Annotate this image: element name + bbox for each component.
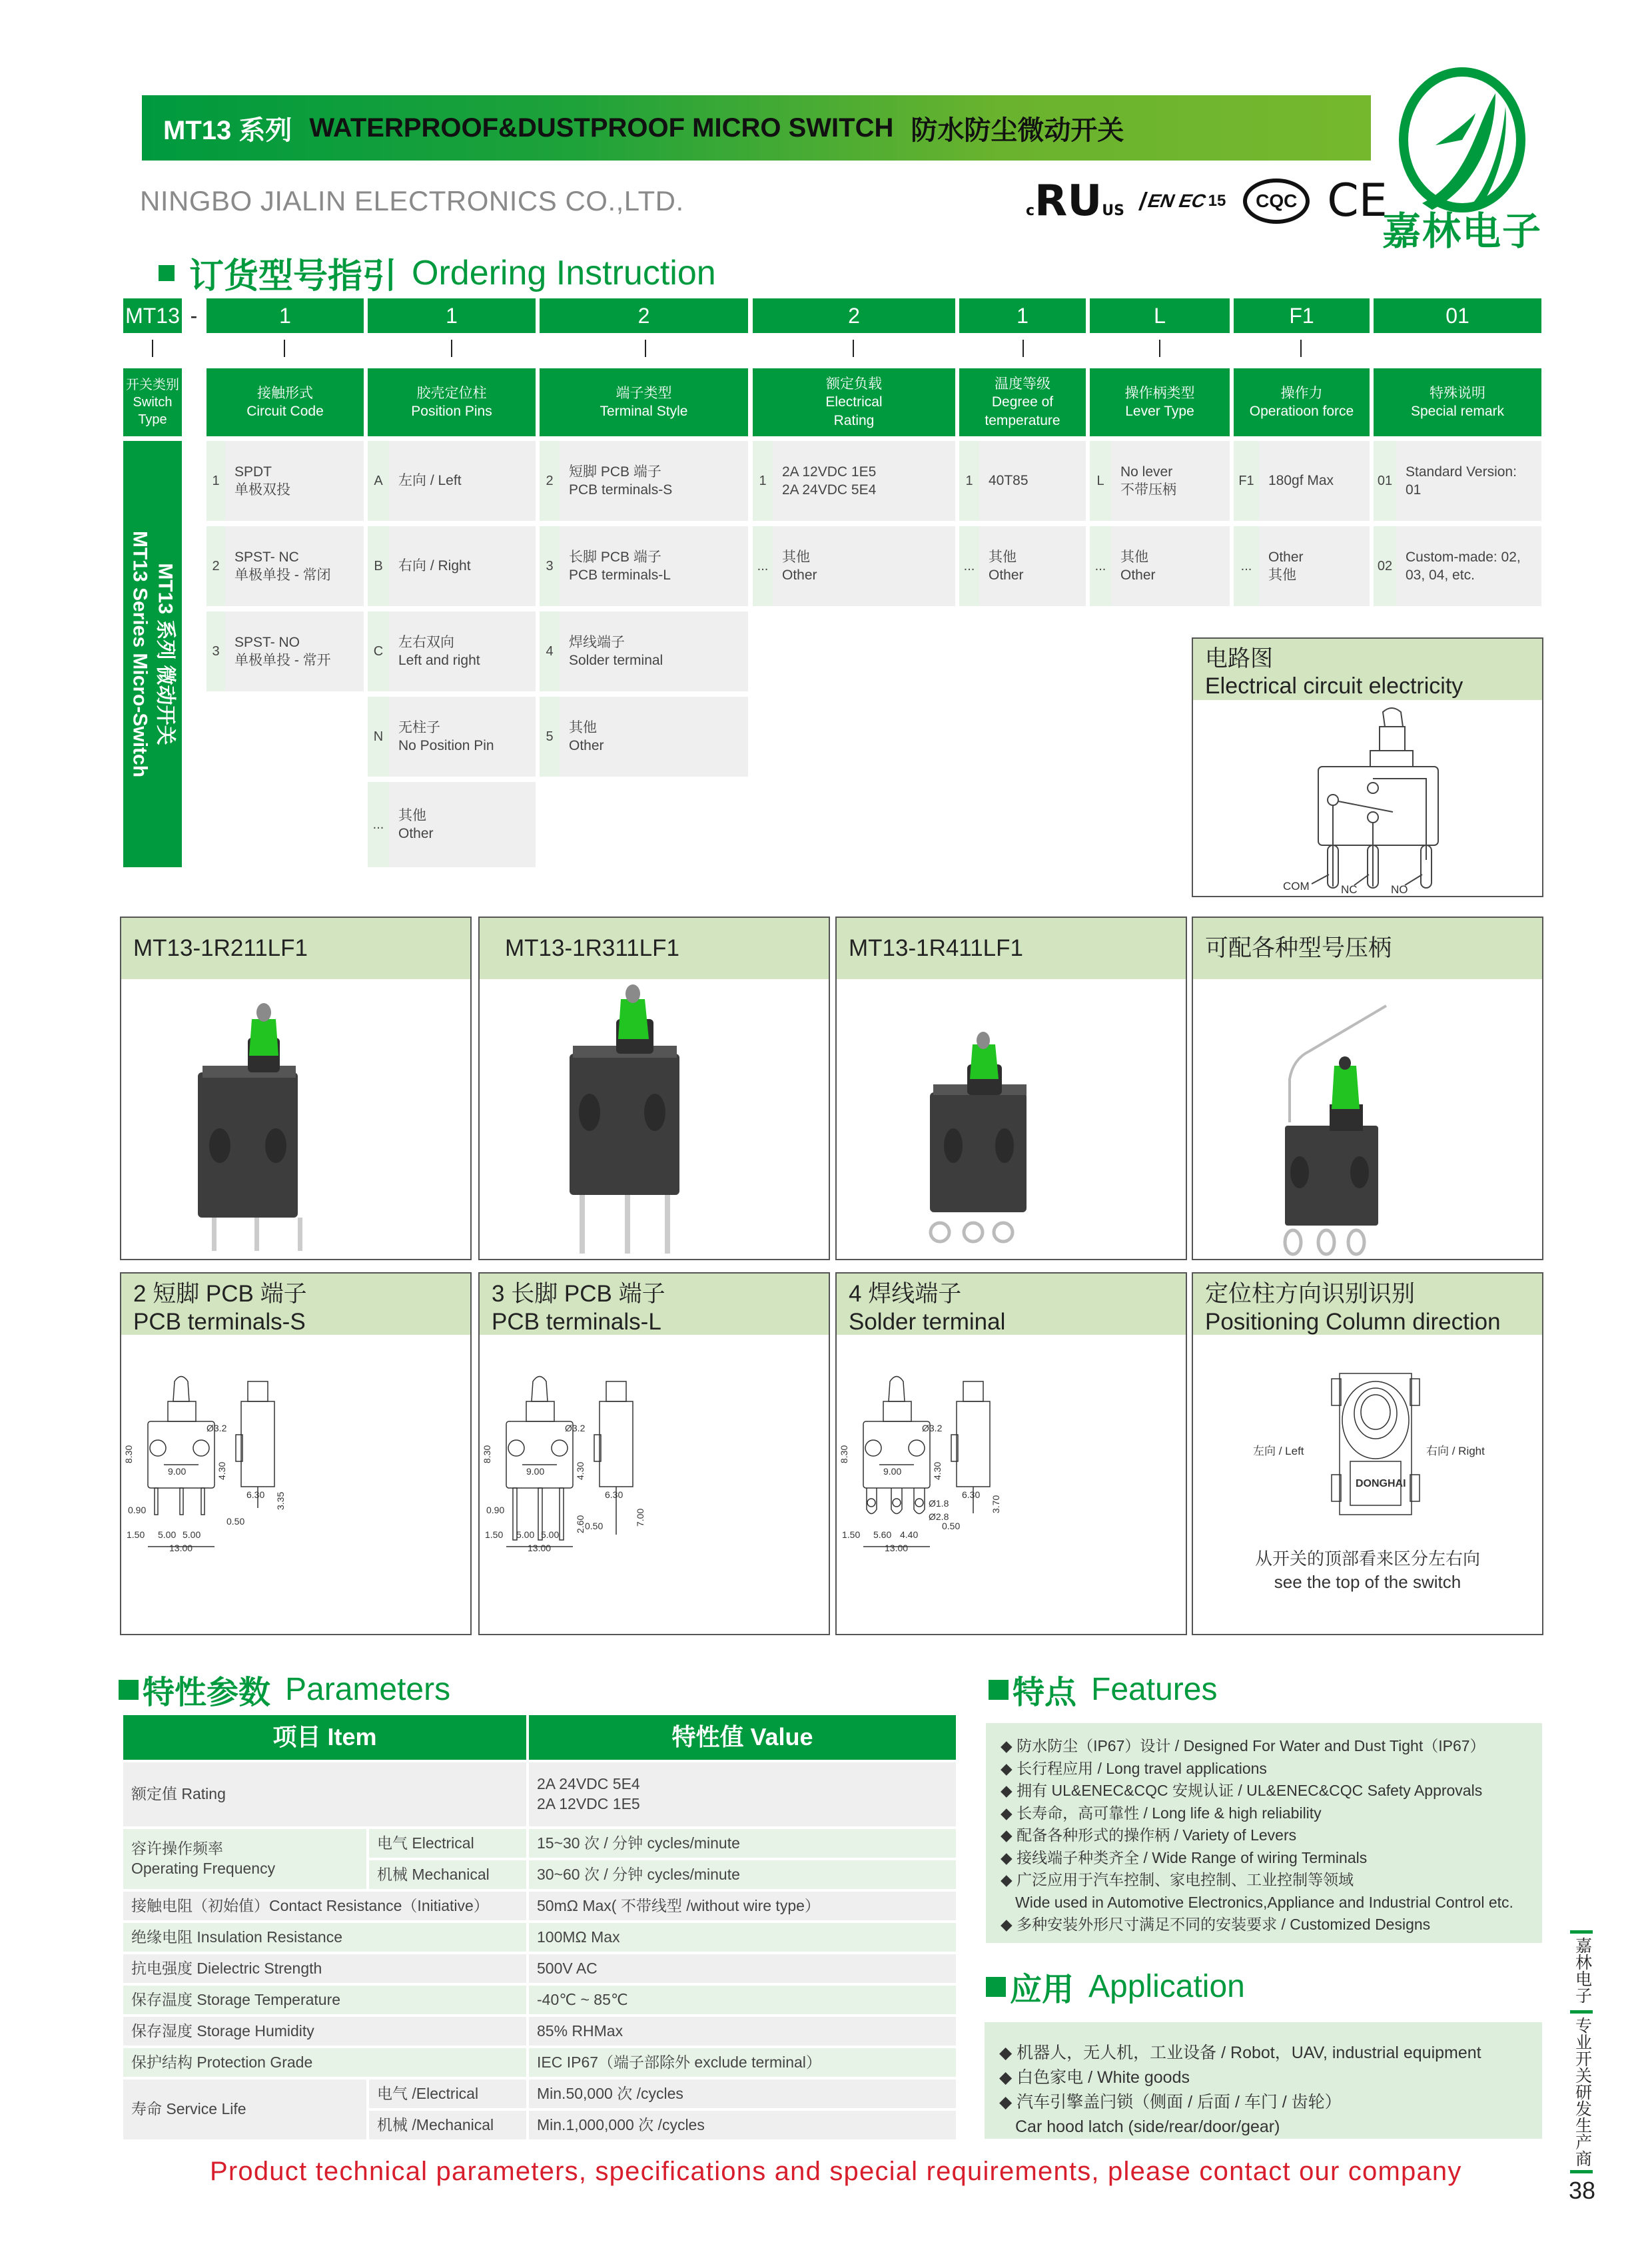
col-header-temperature: 温度等级 Degree of temperature [959,368,1086,436]
connector-line [451,340,452,357]
option-remark-custom: Custom-made: 02, 03, 04, etc. [1396,526,1541,606]
series-label: MT13 系列 [163,115,292,145]
title-banner [142,95,1371,161]
feature-item: ◆ 接线端子种类齐全 / Wide Range of wiring Terminals [1001,1848,1368,1866]
svg-text:9.00: 9.00 [883,1466,902,1477]
option-key: N [368,697,389,777]
connector-line [853,340,854,357]
application-item: ◆ 汽车引擎盖闩锁（侧面 / 后面 / 车门 / 齿轮） [999,2093,1342,2111]
svg-text:4.30: 4.30 [575,1461,586,1480]
title-en: WATERPROOF&DUSTPROOF MICRO SWITCH [309,113,894,143]
param-row-storage-temp: 保存温度 Storage Temperature -40℃ ~ 85℃ [123,1986,956,2014]
code-remark: 01 [1374,298,1541,333]
param-header-value: 特性值 Value [529,1715,956,1760]
drawing-title-cn: 定位柱方向识别识别 [1205,1281,1416,1307]
code-temperature: 1 [959,298,1086,333]
divider [1570,2010,1593,2014]
drawing-panel-solder [835,1272,1187,1635]
circuit-diagram-panel [1192,637,1543,897]
param-row-insulation: 绝缘电阻 Insulation Resistance 100MΩ Max [123,1923,956,1952]
option-key: F1 [1234,441,1259,521]
svg-text:8.30: 8.30 [123,1445,134,1463]
option-key: 1 [959,441,979,521]
svg-text:1.50: 1.50 [485,1529,504,1540]
option-temp-other: 其他 Other [979,526,1086,606]
option-key: 01 [1374,441,1396,521]
col-header-electrical-rating: 额定负载 Electrical Rating [753,368,955,436]
drawing-title-en: Positioning Column direction [1205,1309,1501,1335]
feature-item: ◆ 防水防尘（IP67）设计 / Designed For Water and Dust Tight（IP67） [1001,1737,1485,1754]
circuit-title-cn: 电路图 [1205,646,1273,671]
feature-item: ◆ 广泛应用于汽车控制、家电控制、工业控制等领域 [1001,1871,1354,1888]
col-header-switch-type: 开关类别 Switch Type [123,368,182,436]
svg-text:8.30: 8.30 [482,1445,492,1463]
option-terminal-solder: 焊线端子 Solder terminal [560,611,748,691]
product-label: MT13-1R311LF1 [480,918,829,979]
svg-text:5.00: 5.00 [158,1529,177,1540]
code-dash: - [190,303,198,328]
svg-text:13.00: 13.00 [885,1543,909,1553]
svg-text:3.70: 3.70 [991,1495,1001,1513]
svg-text:2.60: 2.60 [575,1515,586,1533]
drawing-title-en: Solder terminal [849,1309,1006,1335]
svg-text:8.30: 8.30 [839,1445,849,1463]
application-item: ◆ 机器人，无人机，工业设备 / Robot，UAV, industrial equipment [999,2044,1481,2062]
option-key: 02 [1374,526,1396,606]
circuit-title-en: Electrical circuit electricity [1205,673,1463,699]
option-pin-right: 右向 / Right [389,526,536,606]
option-circuit-spdt: SPDT 单极双投 [225,441,364,521]
circuit-schematic-icon [1193,700,1542,896]
company-name: NINGBO JIALIN ELECTRONICS CO.,LTD. [140,185,684,216]
param-row-rating: 额定值 Rating 2A 24VDC 5E4 2A 12VDC 1E5 [123,1762,956,1826]
option-pin-left: 左向 / Left [389,441,536,521]
option-key: 3 [206,611,225,691]
dimension-drawing-icon [837,1335,1186,1635]
switch-photo-short-pins-icon [121,979,470,1259]
dimension-drawing-icon [480,1335,829,1635]
feature-item: ◆ 拥有 UL&ENEC&CQC 安规认证 / UL&ENEC&CQC Safety Approvals [1001,1782,1483,1799]
connector-line [1300,340,1302,357]
drawing-panel-positioning [1192,1272,1543,1635]
svg-text:13.00: 13.00 [528,1543,552,1553]
svg-text:5.00: 5.00 [183,1529,201,1540]
option-rating-other: 其他 Other [773,526,955,606]
drawing-title-en: PCB terminals-L [492,1309,661,1335]
option-terminal-short: 短脚 PCB 端子 PCB terminals-S [560,441,748,521]
option-key: ... [368,782,389,867]
enec-cert-icon: EN EC 15 [1142,192,1226,210]
code-circuit: 1 [206,298,364,333]
certification-marks [1026,175,1388,227]
feature-item: ◆ 长寿命，高可靠性 / Long life & high reliability [1001,1804,1322,1822]
feature-item: ◆ 配备各种形式的操作柄 / Variety of Levers [1001,1826,1297,1844]
code-prefix: MT13 [123,298,182,333]
contact-footer-note: Product technical parameters, specifications and special requirements, please contact our company [210,2157,1462,2186]
option-terminal-other: 其他 Other [560,697,748,777]
drawing-panel-pcb-long [478,1272,830,1635]
option-rating-standard: 2A 12VDC 1E5 2A 24VDC 5E4 [773,441,955,521]
feature-item: ◆ 多种安装外形尺寸满足不同的安装要求 / Customized Designs [1001,1916,1431,1933]
ordering-section-title: 订货型号指引 Ordering Instruction [159,248,716,298]
option-key: 2 [540,441,560,521]
svg-text:5.00: 5.00 [541,1529,560,1540]
page-number: 38 [1569,2177,1596,2204]
option-key: 4 [540,611,560,691]
option-key: C [368,611,389,691]
svg-text:4.30: 4.30 [932,1461,943,1480]
divider [1570,1930,1593,1934]
connector-line [645,340,646,357]
drawing-panel-pcb-short [120,1272,472,1635]
product-panel-levers [1192,917,1543,1260]
option-lever-other: 其他 Other [1111,526,1230,606]
param-row-contact-resistance: 接触电阻（初始值）Contact Resistance（Initiative） 50mΩ Max( 不带线型 /without wire type） [123,1892,956,1920]
product-panel-1r311 [478,917,830,1260]
drawing-title-en: PCB terminals-S [133,1309,306,1335]
svg-text:0.90: 0.90 [486,1505,505,1515]
feature-item: Wide used in Automotive Electronics,Appliance and Industrial Control etc. [1015,1893,1513,1911]
features-list [986,1723,1542,1943]
col-header-circuit-code: 接触形式 Circuit Code [206,368,364,436]
param-header-item: 项目 Item [123,1715,526,1760]
svg-text:5.00: 5.00 [516,1529,535,1540]
option-key: B [368,526,389,606]
title-cn: 防水防尘微动开关 [911,115,1124,145]
svg-text:1.50: 1.50 [842,1529,861,1540]
svg-text:7.00: 7.00 [635,1508,645,1527]
svg-text:COM: COM [1283,880,1310,893]
svg-text:Ø3.2: Ø3.2 [206,1423,227,1433]
svg-text:4.40: 4.40 [900,1529,919,1540]
section-bullet-icon [986,1977,1006,1997]
svg-text:Ø1.8: Ø1.8 [929,1498,949,1509]
param-row-dielectric: 抗电强度 Dielectric Strength 500V AC [123,1954,956,1983]
param-row-storage-humidity: 保存湿度 Storage Humidity 85% RHMax [123,2017,956,2046]
svg-text:6.30: 6.30 [605,1489,623,1500]
connector-line [1023,340,1024,357]
switch-photo-long-pins-icon [480,979,829,1259]
option-terminal-long: 长脚 PCB 端子 PCB terminals-L [560,526,748,606]
application-item: Car hood latch (side/rear/door/gear) [1015,2117,1280,2136]
param-row-frequency: 容许操作频率 Operating Frequency 电气 Electrical 15~30 次 / 分钟 cycles/minute 机械 Mechanical 30~60 次 / 分钟 cycles/minute [123,1829,956,1889]
product-panel-1r211 [120,917,472,1260]
col-header-lever-type: 操作柄类型 Lever Type [1090,368,1230,436]
logo-text: 嘉林电子 [1382,210,1543,253]
top-view-drawing-icon [1193,1335,1542,1635]
section-bullet-icon [159,265,175,281]
product-panel-1r411 [835,917,1187,1260]
option-key: ... [959,526,979,606]
connector-line [152,340,153,357]
section-bullet-icon [119,1680,139,1700]
option-key: A [368,441,389,521]
option-remark-standard: Standard Version: 01 [1396,441,1541,521]
option-key: ... [1234,526,1259,606]
product-label: MT13-1R411LF1 [837,918,1186,979]
option-key: L [1090,441,1111,521]
svg-text:Ø3.2: Ø3.2 [565,1423,586,1433]
col-header-operation-force: 操作力 Operatioon force [1234,368,1370,436]
svg-text:DONGHAI: DONGHAI [1356,1478,1406,1489]
parameters-section-title: 特性参数 Parameters [119,1667,450,1712]
svg-text:1.50: 1.50 [127,1529,145,1540]
svg-text:5.60: 5.60 [873,1529,892,1540]
svg-text:13.00: 13.00 [169,1543,193,1553]
dimension-drawing-icon [121,1335,470,1635]
option-key: 2 [206,526,225,606]
ce-cert-icon: CE [1327,175,1388,227]
svg-text:9.00: 9.00 [526,1466,545,1477]
side-slogan: 专业开关研发生产商 [1573,2017,1592,2167]
side-brand: 嘉林电子 [1573,1937,1592,2004]
application-section-title: 应用 Application [986,1964,1245,2010]
code-terminal: 2 [540,298,748,333]
section-bullet-icon [989,1680,1009,1700]
ul-cert-icon: cRUUS [1026,176,1125,226]
option-pin-none: 无柱子 No Position Pin [389,697,536,777]
svg-text:0.50: 0.50 [942,1521,961,1531]
svg-text:6.30: 6.30 [246,1489,265,1500]
param-row-protection: 保护结构 Protection Grade IEC IP67（端子部除外 exclude terminal） [123,2048,956,2077]
code-rating: 2 [753,298,955,333]
cqc-cert-icon: CQC [1243,179,1310,224]
application-list [985,2022,1542,2139]
application-item: ◆ 白色家电 / White goods [999,2068,1190,2087]
option-key: 5 [540,697,560,777]
svg-text:NC: NC [1341,883,1358,896]
drawing-title-cn: 2 短脚 PCB 端子 [133,1281,307,1307]
svg-text:Ø3.2: Ø3.2 [922,1423,943,1433]
product-label: MT13-1R211LF1 [121,918,470,979]
svg-text:3.35: 3.35 [275,1491,286,1510]
code-position-pin: 1 [368,298,536,333]
option-pin-both: 左右双向 Left and right [389,611,536,691]
code-force: F1 [1234,298,1370,333]
option-key: ... [1090,526,1111,606]
col-header-terminal-style: 端子类型 Terminal Style [540,368,748,436]
option-pin-other: 其他 Other [389,782,536,867]
product-label: 可配各种型号压柄 [1193,918,1542,979]
option-temp-40t85: 40T85 [979,441,1086,521]
option-key: ... [753,526,773,606]
col-header-position-pins: 胶壳定位柱 Position Pins [368,368,536,436]
option-lever-none: No lever 不带压柄 [1111,441,1230,521]
drawing-title-cn: 3 长脚 PCB 端子 [492,1281,665,1307]
drawing-title-cn: 4 焊线端子 [849,1281,962,1307]
svg-text:NO: NO [1391,883,1408,896]
svg-text:see the top of the switch: see the top of the switch [1274,1572,1461,1592]
option-circuit-spst-nc: SPST- NC 单极单投 - 常闭 [225,526,364,606]
features-section-title: 特点 Features [989,1667,1217,1712]
feature-item: ◆ 长行程应用 / Long travel applications [1001,1759,1267,1777]
svg-text:0.50: 0.50 [226,1516,245,1527]
option-circuit-spst-no: SPST- NO 单极单投 - 常开 [225,611,364,691]
switch-photo-solder-icon [837,979,1186,1259]
option-force-other: Other 其他 [1259,526,1370,606]
connector-line [1159,340,1160,357]
param-row-service-life: 寿命 Service Life 电气 /Electrical Min.50,000 次 /cycles 机械 /Mechanical Min.1,000,000 次 /cycles [123,2079,956,2139]
option-force-f1: 180gf Max [1259,441,1370,521]
option-key: 3 [540,526,560,606]
connector-line [284,340,285,357]
switch-photo-lever-icon [1193,979,1542,1259]
col-header-special-remark: 特殊说明 Special remark [1374,368,1541,436]
svg-text:左向 / Left: 左向 / Left [1253,1445,1304,1457]
divider [1570,2170,1593,2173]
svg-text:9.00: 9.00 [168,1466,187,1477]
code-lever: L [1090,298,1230,333]
svg-text:右向 / Right: 右向 / Right [1426,1445,1485,1457]
svg-text:0.50: 0.50 [585,1521,604,1531]
svg-text:从开关的顶部看来区分左右向: 从开关的顶部看来区分左右向 [1254,1549,1481,1569]
svg-text:0.90: 0.90 [128,1505,147,1515]
svg-text:6.30: 6.30 [962,1489,981,1500]
option-key: 1 [753,441,773,521]
option-key: 1 [206,441,225,521]
svg-text:Ø2.8: Ø2.8 [929,1511,949,1522]
svg-text:4.30: 4.30 [216,1461,227,1480]
series-side-label: MT13 系列 微动开关 MT13 Series Micro-Switch [123,441,182,867]
